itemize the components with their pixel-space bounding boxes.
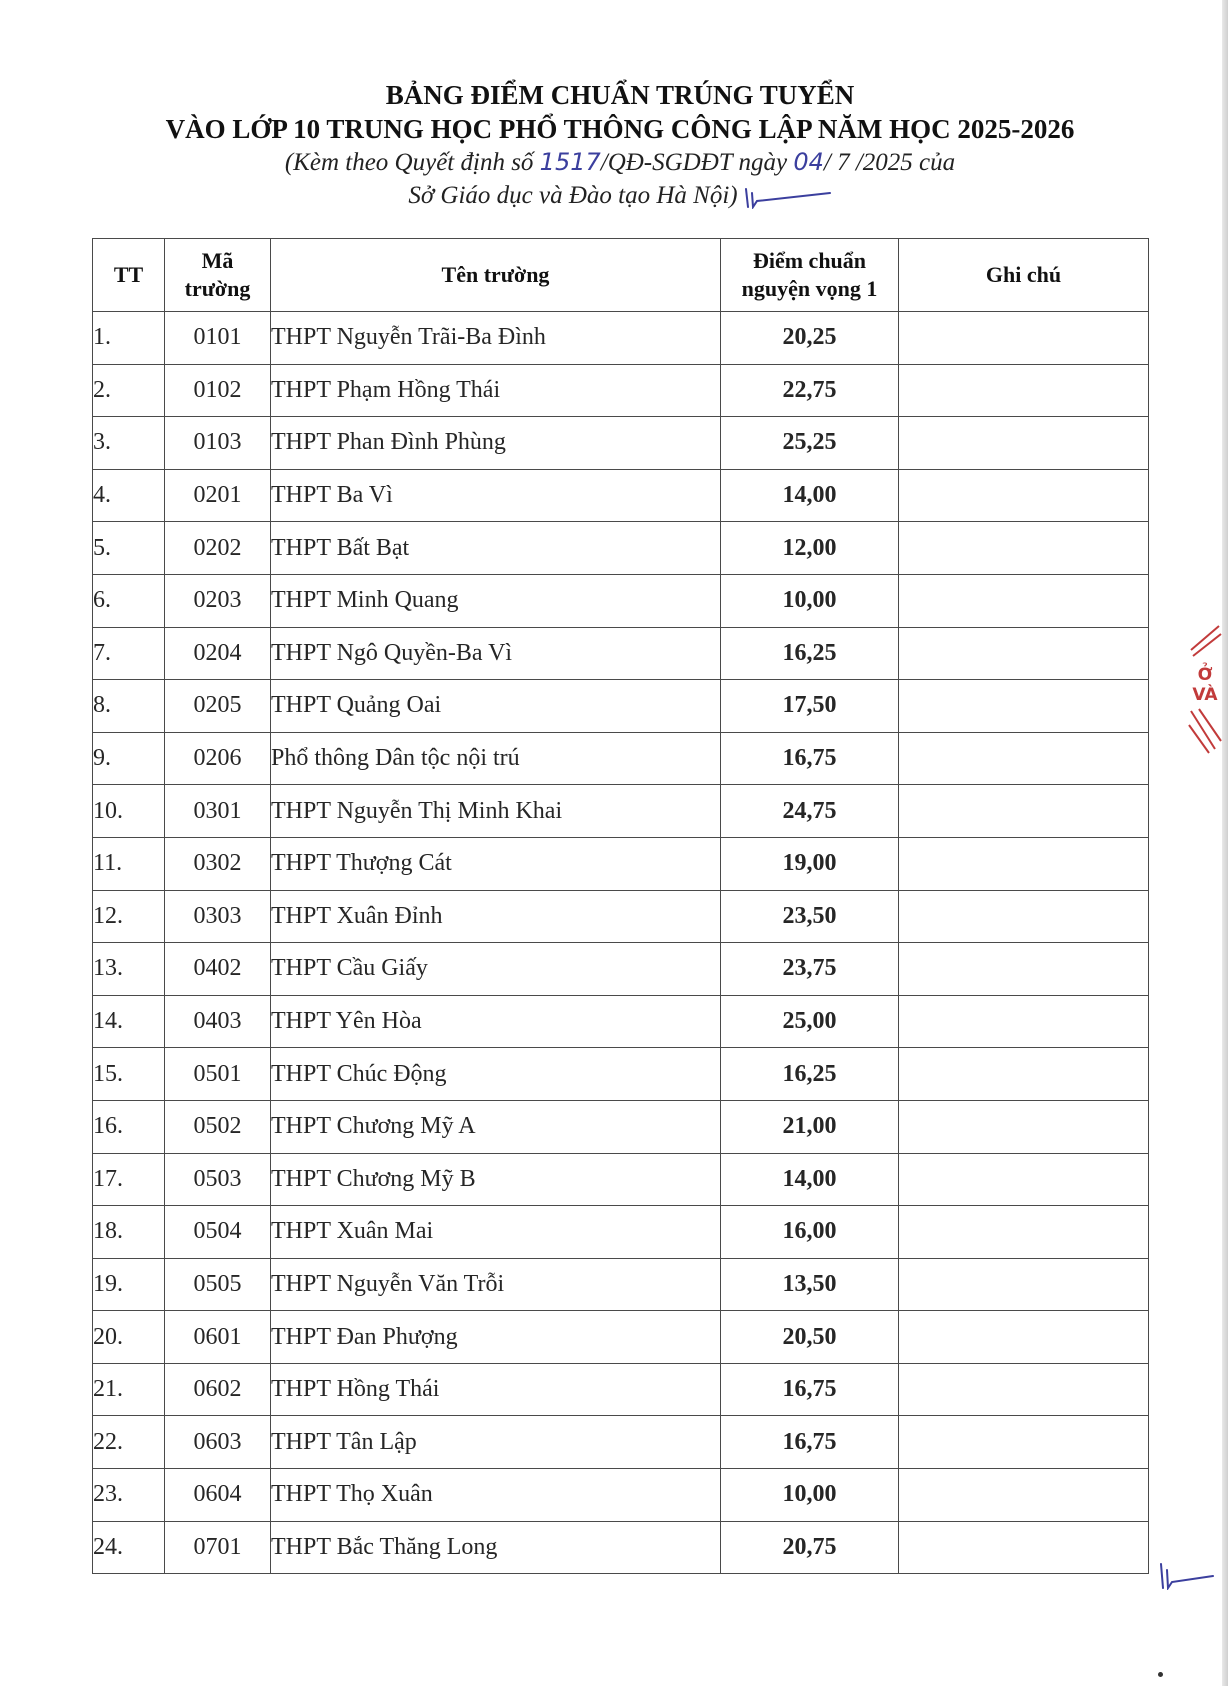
note-cell	[899, 1153, 1149, 1206]
row-number: 23.	[93, 1469, 165, 1522]
row-number: 11.	[93, 837, 165, 890]
row-number: 9.	[93, 732, 165, 785]
table-row	[93, 1048, 1149, 1101]
header-tt: TT	[93, 239, 165, 312]
header-score-line1: Điểm chuẩn	[752, 248, 867, 273]
school-name: THPT Chúc Động	[271, 1048, 721, 1101]
school-code: 0102	[165, 364, 271, 417]
school-code: 0206	[165, 732, 271, 785]
cutoff-score: 13,50	[721, 1258, 899, 1311]
score-table	[92, 238, 1149, 1574]
school-code: 0203	[165, 574, 271, 627]
note-cell	[899, 1206, 1149, 1259]
document-header	[0, 78, 1228, 212]
note-cell	[899, 1100, 1149, 1153]
table-row	[93, 943, 1149, 996]
school-code: 0205	[165, 680, 271, 733]
table-row	[93, 995, 1149, 1048]
row-number: 1.	[93, 312, 165, 365]
header-score	[721, 239, 899, 312]
table-body	[93, 312, 1149, 1574]
row-number: 3.	[93, 417, 165, 470]
header-school-name: Tên trường	[271, 239, 721, 312]
school-name: THPT Thọ Xuân	[271, 1469, 721, 1522]
school-code: 0601	[165, 1311, 271, 1364]
note-cell	[899, 1416, 1149, 1469]
cutoff-score: 16,75	[721, 1363, 899, 1416]
document-subtitle-line2	[0, 179, 1228, 212]
school-name: THPT Tân Lập	[271, 1416, 721, 1469]
table-row	[93, 1416, 1149, 1469]
cutoff-score: 19,00	[721, 837, 899, 890]
row-number: 17.	[93, 1153, 165, 1206]
table-row	[93, 364, 1149, 417]
note-cell	[899, 837, 1149, 890]
note-cell	[899, 522, 1149, 575]
cutoff-score: 17,50	[721, 680, 899, 733]
subtitle-suffix: / 7 /2025 của	[823, 149, 956, 176]
margin-stamp-notes	[1185, 620, 1225, 760]
table-row	[93, 1100, 1149, 1153]
subtitle-middle: /QĐ-SGDĐT ngày	[600, 149, 794, 176]
school-name: THPT Nguyễn Trãi-Ba Đình	[271, 312, 721, 365]
table-row	[93, 680, 1149, 733]
row-number: 13.	[93, 943, 165, 996]
cutoff-score: 20,75	[721, 1521, 899, 1574]
table-row	[93, 837, 1149, 890]
school-name: THPT Phạm Hồng Thái	[271, 364, 721, 417]
school-code: 0402	[165, 943, 271, 996]
row-number: 19.	[93, 1258, 165, 1311]
school-name: THPT Xuân Mai	[271, 1206, 721, 1259]
school-name: THPT Phan Đình Phùng	[271, 417, 721, 470]
header-score-line2: nguyện vọng 1	[741, 276, 878, 301]
row-number: 8.	[93, 680, 165, 733]
note-cell	[899, 627, 1149, 680]
school-code: 0103	[165, 417, 271, 470]
note-cell	[899, 574, 1149, 627]
header-code-line2: trường	[184, 276, 251, 301]
school-code: 0603	[165, 1416, 271, 1469]
table-row	[93, 522, 1149, 575]
stamp-fragment-icon	[1185, 705, 1225, 755]
subtitle-line2-text: Sở Giáo dục và Đào tạo Hà Nội)	[408, 182, 738, 209]
school-name: Phổ thông Dân tộc nội trú	[271, 732, 721, 785]
school-name: THPT Ba Vì	[271, 469, 721, 522]
school-name: THPT Đan Phượng	[271, 1311, 721, 1364]
note-cell	[899, 995, 1149, 1048]
page-edge-shadow	[1222, 0, 1228, 1686]
school-name: THPT Bắc Thăng Long	[271, 1521, 721, 1574]
row-number: 15.	[93, 1048, 165, 1101]
table-row	[93, 1206, 1149, 1259]
cutoff-score: 21,00	[721, 1100, 899, 1153]
school-code: 0501	[165, 1048, 271, 1101]
note-cell	[899, 890, 1149, 943]
school-name: THPT Chương Mỹ A	[271, 1100, 721, 1153]
initial-signature-icon	[742, 185, 832, 209]
page-initial-signature-icon	[1155, 1560, 1215, 1595]
school-code: 0403	[165, 995, 271, 1048]
note-cell	[899, 732, 1149, 785]
table-row	[93, 1258, 1149, 1311]
row-number: 4.	[93, 469, 165, 522]
table-row	[93, 574, 1149, 627]
cutoff-score: 10,00	[721, 1469, 899, 1522]
school-name: THPT Thượng Cát	[271, 837, 721, 890]
note-cell	[899, 680, 1149, 733]
note-cell	[899, 364, 1149, 417]
cutoff-score: 14,00	[721, 1153, 899, 1206]
row-number: 10.	[93, 785, 165, 838]
note-cell	[899, 312, 1149, 365]
table-row	[93, 1363, 1149, 1416]
document-title-line2: VÀO LỚP 10 TRUNG HỌC PHỔ THÔNG CÔNG LẬP NĂM HỌC 2025-2026	[165, 114, 1075, 144]
header-note: Ghi chú	[899, 239, 1149, 312]
cutoff-score: 22,75	[721, 364, 899, 417]
cutoff-score: 24,75	[721, 785, 899, 838]
school-name: THPT Minh Quang	[271, 574, 721, 627]
row-number: 16.	[93, 1100, 165, 1153]
table-row	[93, 732, 1149, 785]
school-code: 0504	[165, 1206, 271, 1259]
table-row	[93, 890, 1149, 943]
document-subtitle-line1	[0, 146, 1228, 179]
cutoff-score: 12,00	[721, 522, 899, 575]
school-name: THPT Chương Mỹ B	[271, 1153, 721, 1206]
school-code: 0302	[165, 837, 271, 890]
cutoff-score: 20,50	[721, 1311, 899, 1364]
row-number: 6.	[93, 574, 165, 627]
note-cell	[899, 785, 1149, 838]
school-name: THPT Quảng Oai	[271, 680, 721, 733]
stamp-stroke-icon	[1185, 620, 1225, 660]
note-cell	[899, 417, 1149, 470]
school-code: 0505	[165, 1258, 271, 1311]
table-row	[93, 1311, 1149, 1364]
table-row	[93, 312, 1149, 365]
decision-day-handwritten: 04	[793, 148, 824, 176]
cutoff-score: 25,25	[721, 417, 899, 470]
cutoff-score: 16,25	[721, 1048, 899, 1101]
cutoff-score: 14,00	[721, 469, 899, 522]
school-code: 0502	[165, 1100, 271, 1153]
document-title-line1: BẢNG ĐIỂM CHUẨN TRÚNG TUYỂN	[385, 80, 855, 110]
table-row	[93, 417, 1149, 470]
school-code: 0503	[165, 1153, 271, 1206]
table-row	[93, 627, 1149, 680]
ink-dot	[1158, 1672, 1163, 1677]
decision-number-handwritten: 1517	[539, 148, 601, 176]
cutoff-score: 10,00	[721, 574, 899, 627]
table-row	[93, 469, 1149, 522]
school-name: THPT Hồng Thái	[271, 1363, 721, 1416]
note-cell	[899, 1258, 1149, 1311]
note-cell	[899, 1469, 1149, 1522]
cutoff-score: 16,75	[721, 732, 899, 785]
row-number: 20.	[93, 1311, 165, 1364]
school-code: 0602	[165, 1363, 271, 1416]
cutoff-score: 23,50	[721, 890, 899, 943]
table-row	[93, 1153, 1149, 1206]
cutoff-score: 20,25	[721, 312, 899, 365]
table-row	[93, 785, 1149, 838]
row-number: 14.	[93, 995, 165, 1048]
header-code	[165, 239, 271, 312]
school-code: 0101	[165, 312, 271, 365]
table-header-row	[93, 239, 1149, 312]
school-name: THPT Xuân Đỉnh	[271, 890, 721, 943]
note-cell	[899, 1363, 1149, 1416]
row-number: 21.	[93, 1363, 165, 1416]
school-name: THPT Ngô Quyền-Ba Vì	[271, 627, 721, 680]
school-code: 0303	[165, 890, 271, 943]
school-code: 0201	[165, 469, 271, 522]
subtitle-prefix: (Kèm theo Quyết định số	[284, 149, 540, 176]
row-number: 2.	[93, 364, 165, 417]
school-code: 0202	[165, 522, 271, 575]
row-number: 5.	[93, 522, 165, 575]
row-number: 18.	[93, 1206, 165, 1259]
note-cell	[899, 1311, 1149, 1364]
cutoff-score: 16,25	[721, 627, 899, 680]
cutoff-score: 25,00	[721, 995, 899, 1048]
row-number: 24.	[93, 1521, 165, 1574]
table-row	[93, 1469, 1149, 1522]
school-code: 0204	[165, 627, 271, 680]
note-cell	[899, 1048, 1149, 1101]
school-name: THPT Yên Hòa	[271, 995, 721, 1048]
row-number: 22.	[93, 1416, 165, 1469]
table-row	[93, 1521, 1149, 1574]
school-name: THPT Nguyễn Văn Trỗi	[271, 1258, 721, 1311]
row-number: 12.	[93, 890, 165, 943]
school-code: 0604	[165, 1469, 271, 1522]
cutoff-score: 16,00	[721, 1206, 899, 1259]
school-code: 0301	[165, 785, 271, 838]
school-code: 0701	[165, 1521, 271, 1574]
margin-note-line2: VÀ	[1192, 685, 1218, 705]
header-code-line1: Mã	[201, 248, 234, 273]
cutoff-score: 16,75	[721, 1416, 899, 1469]
school-name: THPT Cầu Giấy	[271, 943, 721, 996]
note-cell	[899, 469, 1149, 522]
note-cell	[899, 1521, 1149, 1574]
cutoff-score: 23,75	[721, 943, 899, 996]
margin-note-line1: Ở	[1197, 665, 1213, 685]
row-number: 7.	[93, 627, 165, 680]
school-name: THPT Nguyễn Thị Minh Khai	[271, 785, 721, 838]
school-name: THPT Bất Bạt	[271, 522, 721, 575]
note-cell	[899, 943, 1149, 996]
